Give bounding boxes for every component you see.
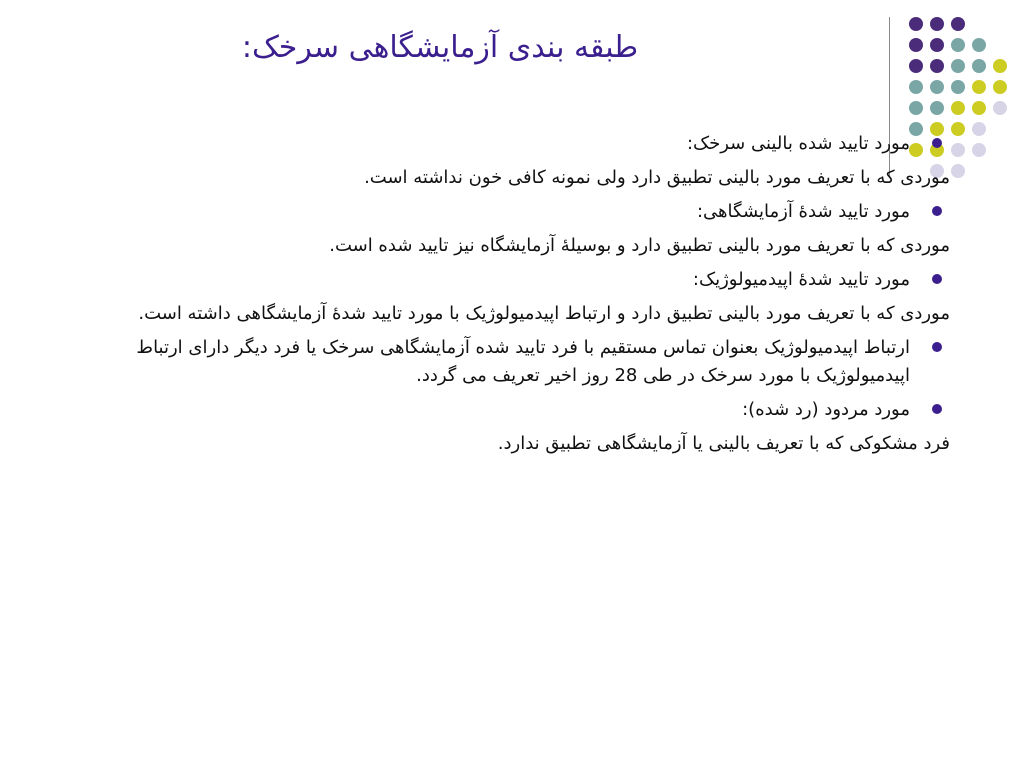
definition-paragraph (60, 430, 950, 458)
decor-dot-purple (930, 59, 944, 73)
bullet-dot-icon (932, 138, 942, 148)
decor-dot-yellow (993, 59, 1007, 73)
paragraph-text: موردی که با تعریف مورد بالینی تطبیق دارد ولی نمونه کافی خون نداشته است. (364, 167, 950, 188)
definition-paragraph (60, 232, 950, 260)
decor-dot-lavender (972, 122, 986, 136)
decor-dot-purple (951, 17, 965, 31)
decor-dot-lavender (951, 143, 965, 157)
decor-dot-teal (951, 59, 965, 73)
bullet-text: مورد تایید شدۀ اپیدمیولوژیک: (692, 269, 910, 290)
bullet-text: مورد تایید شده بالینی سرخک: (686, 133, 910, 154)
decor-dot-lavender (993, 101, 1007, 115)
definition-paragraph (60, 300, 950, 328)
bullet-dot-icon (932, 342, 942, 352)
bullet-item (60, 130, 950, 158)
bullet-dot-icon (932, 404, 942, 414)
paragraph-text: موردی که با تعریف مورد بالینی تطبیق دارد و ارتباط اپیدمیولوژیک با مورد تایید شدۀ آزمایشگاهی داشته است. (138, 303, 950, 324)
bullet-text: مورد تایید شدۀ آزمایشگاهی: (696, 201, 910, 222)
decor-dot-purple (909, 59, 923, 73)
decor-dot-teal (930, 101, 944, 115)
decor-dot-yellow (951, 122, 965, 136)
slide-body (60, 130, 950, 464)
decor-dot-purple (930, 17, 944, 31)
bullet-text: ارتباط اپیدمیولوژیک بعنوان تماس مستقیم با فرد تایید شده آزمایشگاهی سرخک یا فرد دیگر دارای ارتباط اپیدمیولوژیک با مورد سرخک در طی 28 روز اخیر تعریف می گردد. (136, 337, 910, 386)
decor-dot-yellow (972, 80, 986, 94)
decor-dot-teal (930, 80, 944, 94)
bullet-item (60, 266, 950, 294)
decor-dot-teal (951, 80, 965, 94)
decor-dot-teal (972, 38, 986, 52)
bullet-dot-icon (932, 206, 942, 216)
decor-dot-teal (951, 38, 965, 52)
decor-dot-lavender (972, 143, 986, 157)
definition-paragraph (60, 164, 950, 192)
decor-dot-purple (930, 38, 944, 52)
decor-dot-yellow (951, 101, 965, 115)
decor-dot-yellow (993, 80, 1007, 94)
decor-dot-teal (909, 80, 923, 94)
decor-dot-lavender (951, 164, 965, 178)
paragraph-text: فرد مشکوکی که با تعریف بالینی یا آزمایشگاهی تطبیق ندارد. (497, 433, 950, 454)
decor-dot-purple (909, 17, 923, 31)
slide-title: طبقه بندی آزمایشگاهی سرخک: (241, 30, 639, 65)
bullet-item (60, 334, 950, 390)
bullet-text: مورد مردود (رد شده): (742, 399, 910, 420)
decor-dot-teal (972, 59, 986, 73)
decor-dot-teal (909, 101, 923, 115)
decor-dot-yellow (972, 101, 986, 115)
bullet-item (60, 396, 950, 424)
bullet-dot-icon (932, 274, 942, 284)
bullet-item (60, 198, 950, 226)
paragraph-text: موردی که با تعریف مورد بالینی تطبیق دارد و بوسیلۀ آزمایشگاه نیز تایید شده است. (329, 235, 950, 256)
decor-dot-purple (909, 38, 923, 52)
